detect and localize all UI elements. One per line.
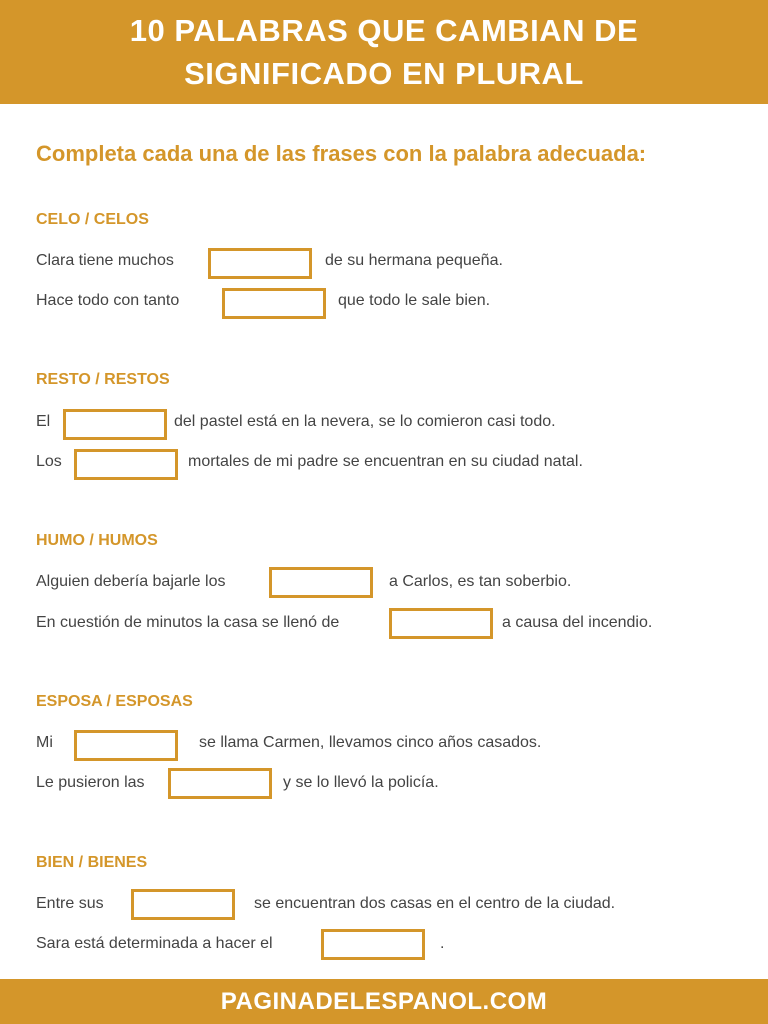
sentence-text-before: Alguien debería bajarle los <box>36 573 226 590</box>
answer-blank[interactable] <box>321 929 425 960</box>
sentence-text-before: Los <box>36 453 62 470</box>
sentence-text-after: que todo le sale bien. <box>338 292 491 309</box>
sentence-text-before: Le pusieron las <box>36 774 145 791</box>
answer-blank[interactable] <box>74 449 178 480</box>
sentence-text-before: Entre sus <box>36 895 104 912</box>
answer-blank[interactable] <box>222 288 326 319</box>
sentence-text-after: a causa del incendio. <box>502 614 653 631</box>
sentence-text-after: . <box>440 935 445 952</box>
section-title-resto: RESTO / RESTOS <box>36 371 170 388</box>
sentence-text-after: del pastel está en la nevera, se lo comieron casi todo. <box>174 413 556 430</box>
answer-blank[interactable] <box>208 248 312 279</box>
sentence-text-after: de su hermana pequeña. <box>325 252 503 269</box>
sentence-text-after: mortales de mi padre se encuentran en su ciudad natal. <box>188 453 583 470</box>
answer-blank[interactable] <box>269 567 373 598</box>
instruction-text: Completa cada una de las frases con la palabra adecuada: <box>36 141 647 166</box>
sentence-text-before: Mi <box>36 734 53 751</box>
header-banner <box>0 0 768 104</box>
section-title-humo: HUMO / HUMOS <box>36 532 158 549</box>
sentence-text-after: se llama Carmen, llevamos cinco años casados. <box>199 734 542 751</box>
footer-website: PAGINADELESPANOL.COM <box>220 987 548 1015</box>
section-title-esposa: ESPOSA / ESPOSAS <box>36 693 193 710</box>
answer-blank[interactable] <box>63 409 167 440</box>
answer-blank[interactable] <box>131 889 235 920</box>
sentence-text-before: Hace todo con tanto <box>36 292 180 309</box>
footer-banner <box>0 979 768 1024</box>
sentence-text-before: El <box>36 413 51 430</box>
section-title-bien: BIEN / BIENES <box>36 854 148 871</box>
section-title-celo: CELO / CELOS <box>36 211 149 228</box>
sentence-text-before: En cuestión de minutos la casa se llenó de <box>36 614 340 631</box>
answer-blank[interactable] <box>168 768 272 799</box>
sentence-text-before: Sara está determinada a hacer el <box>36 935 273 952</box>
sentence-text-after: se encuentran dos casas en el centro de la ciudad. <box>254 895 616 912</box>
answer-blank[interactable] <box>74 730 178 761</box>
sentence-text-after: a Carlos, es tan soberbio. <box>389 573 572 590</box>
sentence-text-before: Clara tiene muchos <box>36 252 174 269</box>
answer-blank[interactable] <box>389 608 493 639</box>
page-title: 10 PALABRAS QUE CAMBIAN DE SIGNIFICADO EN PLURAL <box>129 13 639 91</box>
sentence-text-after: y se lo llevó la policía. <box>283 774 439 791</box>
